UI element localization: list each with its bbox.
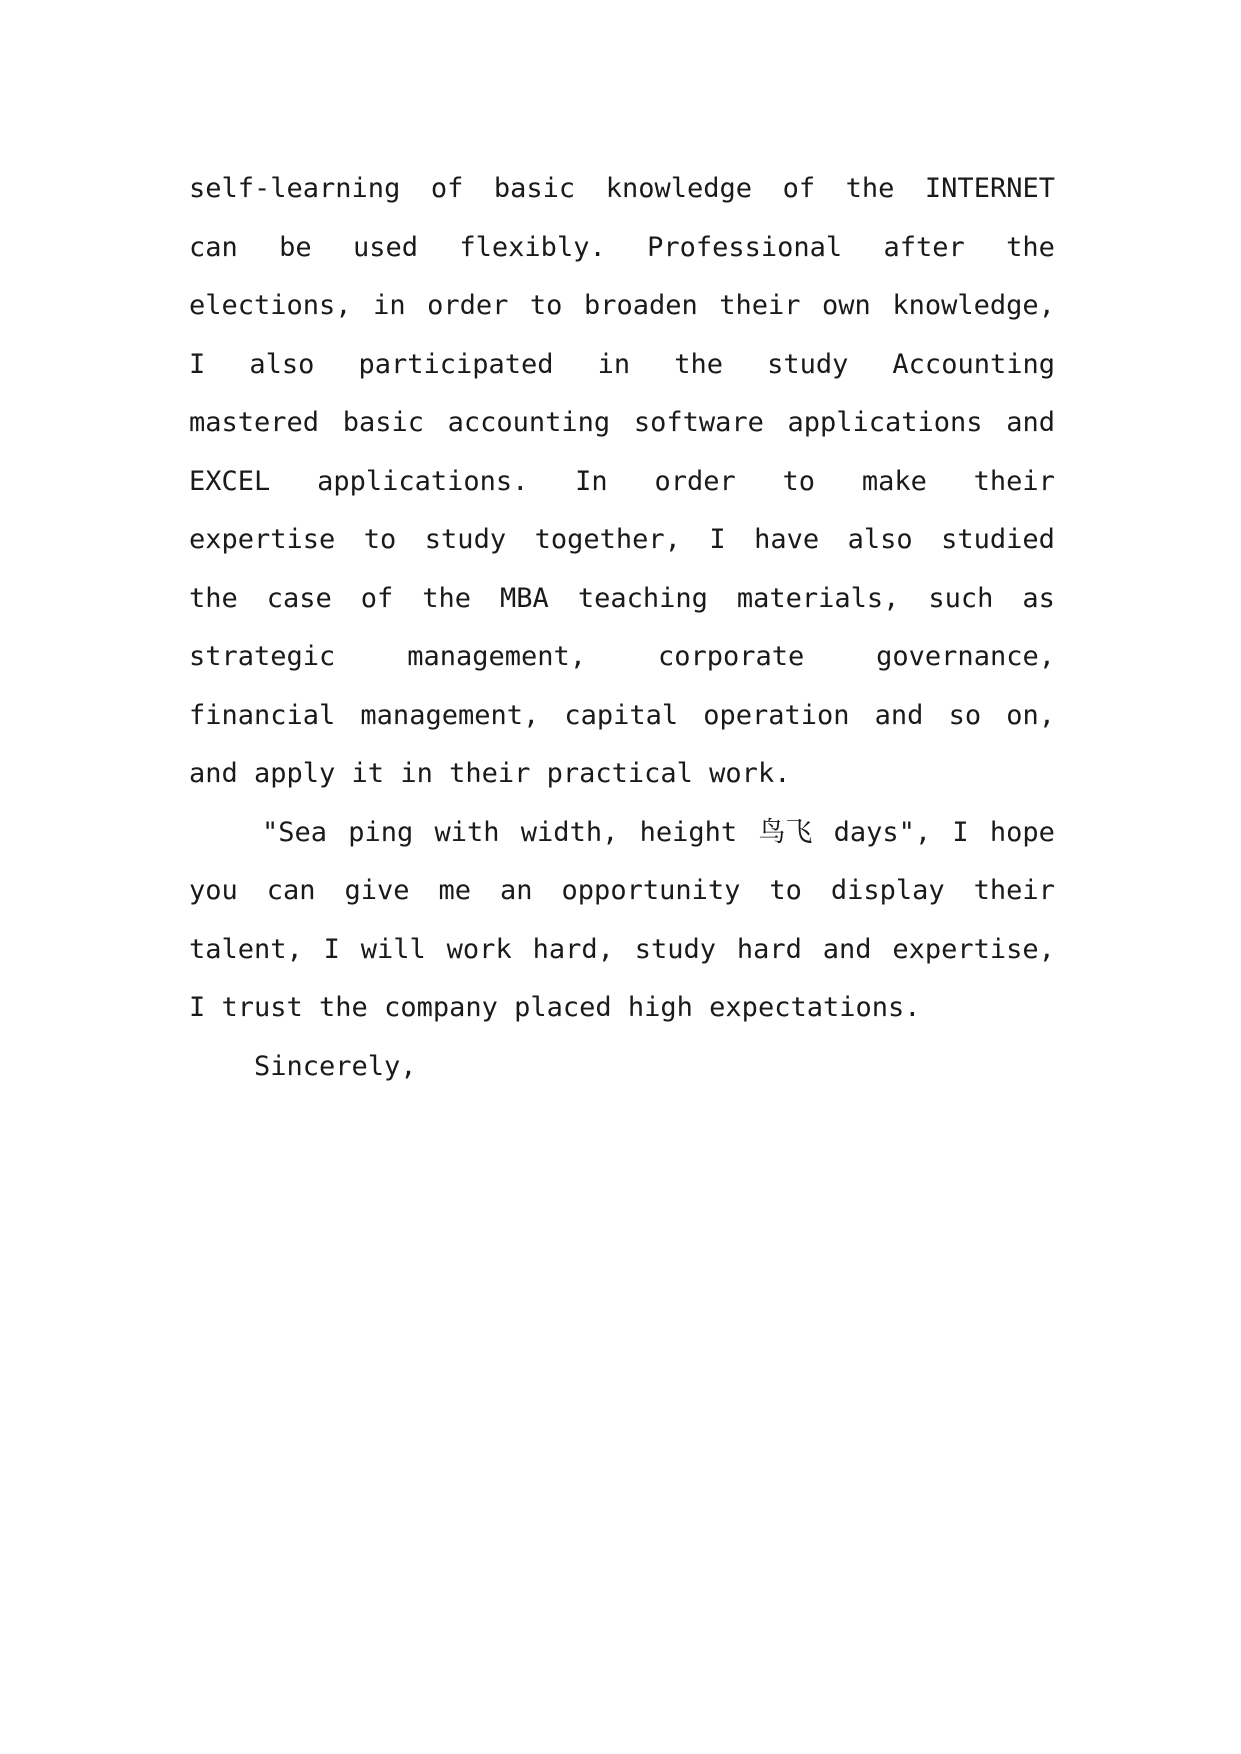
- word: can: [189, 231, 238, 263]
- word: of: [430, 173, 464, 204]
- word: governance,: [876, 641, 1055, 672]
- word: hope: [989, 816, 1055, 848]
- word: in: [597, 348, 631, 380]
- letter-body: [189, 160, 1055, 1096]
- word: management,: [360, 699, 540, 731]
- word: their: [973, 875, 1055, 906]
- word: days",: [833, 816, 932, 848]
- word: study: [767, 348, 849, 380]
- word: broaden: [583, 290, 698, 321]
- word: EXCEL: [189, 465, 271, 497]
- word: and: [874, 699, 924, 731]
- word: order: [654, 465, 736, 497]
- word: corporate: [657, 641, 805, 672]
- word: so: [948, 699, 982, 731]
- word: an: [500, 875, 533, 906]
- word: of: [782, 173, 816, 204]
- word: you: [189, 875, 238, 906]
- word: after: [883, 231, 965, 263]
- word: elections,: [189, 290, 352, 321]
- word: their: [719, 290, 801, 321]
- word: opportunity: [561, 875, 741, 906]
- word: flexibly.: [459, 231, 606, 263]
- word: height: [639, 816, 738, 848]
- word: applications: [787, 407, 983, 438]
- word: to: [363, 524, 397, 555]
- word: accounting: [447, 407, 611, 438]
- word: can: [266, 875, 316, 906]
- word: study: [634, 933, 716, 965]
- word: own: [822, 290, 871, 321]
- text-line: [189, 921, 1055, 980]
- word: have: [754, 524, 820, 555]
- word: mastered: [189, 407, 320, 438]
- text-line: [189, 453, 1055, 512]
- word: make: [861, 465, 927, 497]
- paragraph-2: [189, 804, 1055, 1038]
- word: I: [952, 816, 969, 848]
- word: work: [446, 933, 512, 965]
- word: give: [344, 875, 410, 906]
- word: on,: [1006, 699, 1055, 731]
- word: also: [249, 348, 315, 380]
- word: basic: [493, 173, 576, 204]
- word: I: [189, 348, 206, 380]
- word: expertise,: [892, 933, 1055, 965]
- word: MBA: [500, 582, 549, 614]
- word: 鸟飞: [758, 816, 813, 848]
- word: the: [1006, 231, 1055, 263]
- word: In: [575, 465, 608, 497]
- text-line: [189, 277, 1055, 336]
- word: Accounting: [892, 348, 1055, 380]
- word: ping: [348, 816, 414, 848]
- word: I: [709, 524, 726, 555]
- text-line: [189, 628, 1055, 687]
- word: to: [529, 290, 563, 321]
- word: teaching: [577, 582, 708, 614]
- paragraph-1: [189, 160, 1055, 804]
- text-line: and apply it in their practical work.: [189, 758, 791, 789]
- word: expertise: [189, 524, 336, 555]
- text-line: I trust the company placed high expectations.: [189, 992, 921, 1023]
- word: order: [427, 290, 509, 321]
- word: also: [847, 524, 913, 555]
- word: basic: [342, 407, 424, 438]
- word: studied: [941, 524, 1055, 555]
- text-line: [189, 687, 1055, 746]
- word: participated: [358, 348, 554, 380]
- word: width,: [520, 816, 619, 848]
- word: self-learning: [189, 173, 401, 204]
- word: me: [438, 875, 472, 906]
- text-line: [189, 862, 1055, 921]
- text-line: [189, 804, 1055, 863]
- word: their: [973, 465, 1055, 497]
- word: case: [266, 582, 332, 614]
- word: to: [782, 465, 816, 497]
- word: display: [830, 875, 945, 906]
- word: software: [633, 407, 764, 438]
- word: capital: [564, 699, 679, 731]
- word: Professional: [647, 231, 843, 263]
- word: hard: [736, 933, 802, 965]
- word: the: [189, 582, 238, 614]
- word: management,: [407, 641, 587, 672]
- word: as: [1022, 582, 1055, 614]
- text-line: [189, 219, 1055, 278]
- word: used: [353, 231, 419, 263]
- word: study: [424, 524, 507, 555]
- word: of: [360, 582, 394, 614]
- word: "Sea: [262, 816, 328, 848]
- text-line: [189, 511, 1055, 570]
- word: and: [822, 933, 872, 965]
- word: will: [360, 933, 426, 965]
- word: strategic: [189, 641, 336, 672]
- word: talent,: [189, 933, 303, 965]
- text-line: [189, 570, 1055, 629]
- word: be: [279, 231, 312, 263]
- word: hard,: [532, 933, 614, 965]
- word: together,: [534, 524, 681, 555]
- word: knowledge: [605, 173, 753, 204]
- text-line: [189, 160, 1055, 219]
- word: to: [769, 875, 802, 906]
- word: the: [422, 582, 472, 614]
- text-line: [189, 336, 1055, 395]
- word: operation: [703, 699, 850, 731]
- word: materials,: [736, 582, 900, 614]
- word: in: [373, 290, 406, 321]
- word: the: [674, 348, 723, 380]
- word: applications.: [317, 465, 529, 497]
- word: the: [845, 173, 895, 204]
- word: INTERNET: [924, 173, 1055, 204]
- word: with: [434, 816, 500, 848]
- closing-salutation: Sincerely,: [254, 1050, 417, 1082]
- word: and: [1006, 407, 1055, 438]
- word: such: [928, 582, 994, 614]
- text-line: [189, 394, 1055, 453]
- word: financial: [189, 699, 336, 731]
- word: knowledge,: [892, 290, 1055, 321]
- word: I: [323, 933, 340, 965]
